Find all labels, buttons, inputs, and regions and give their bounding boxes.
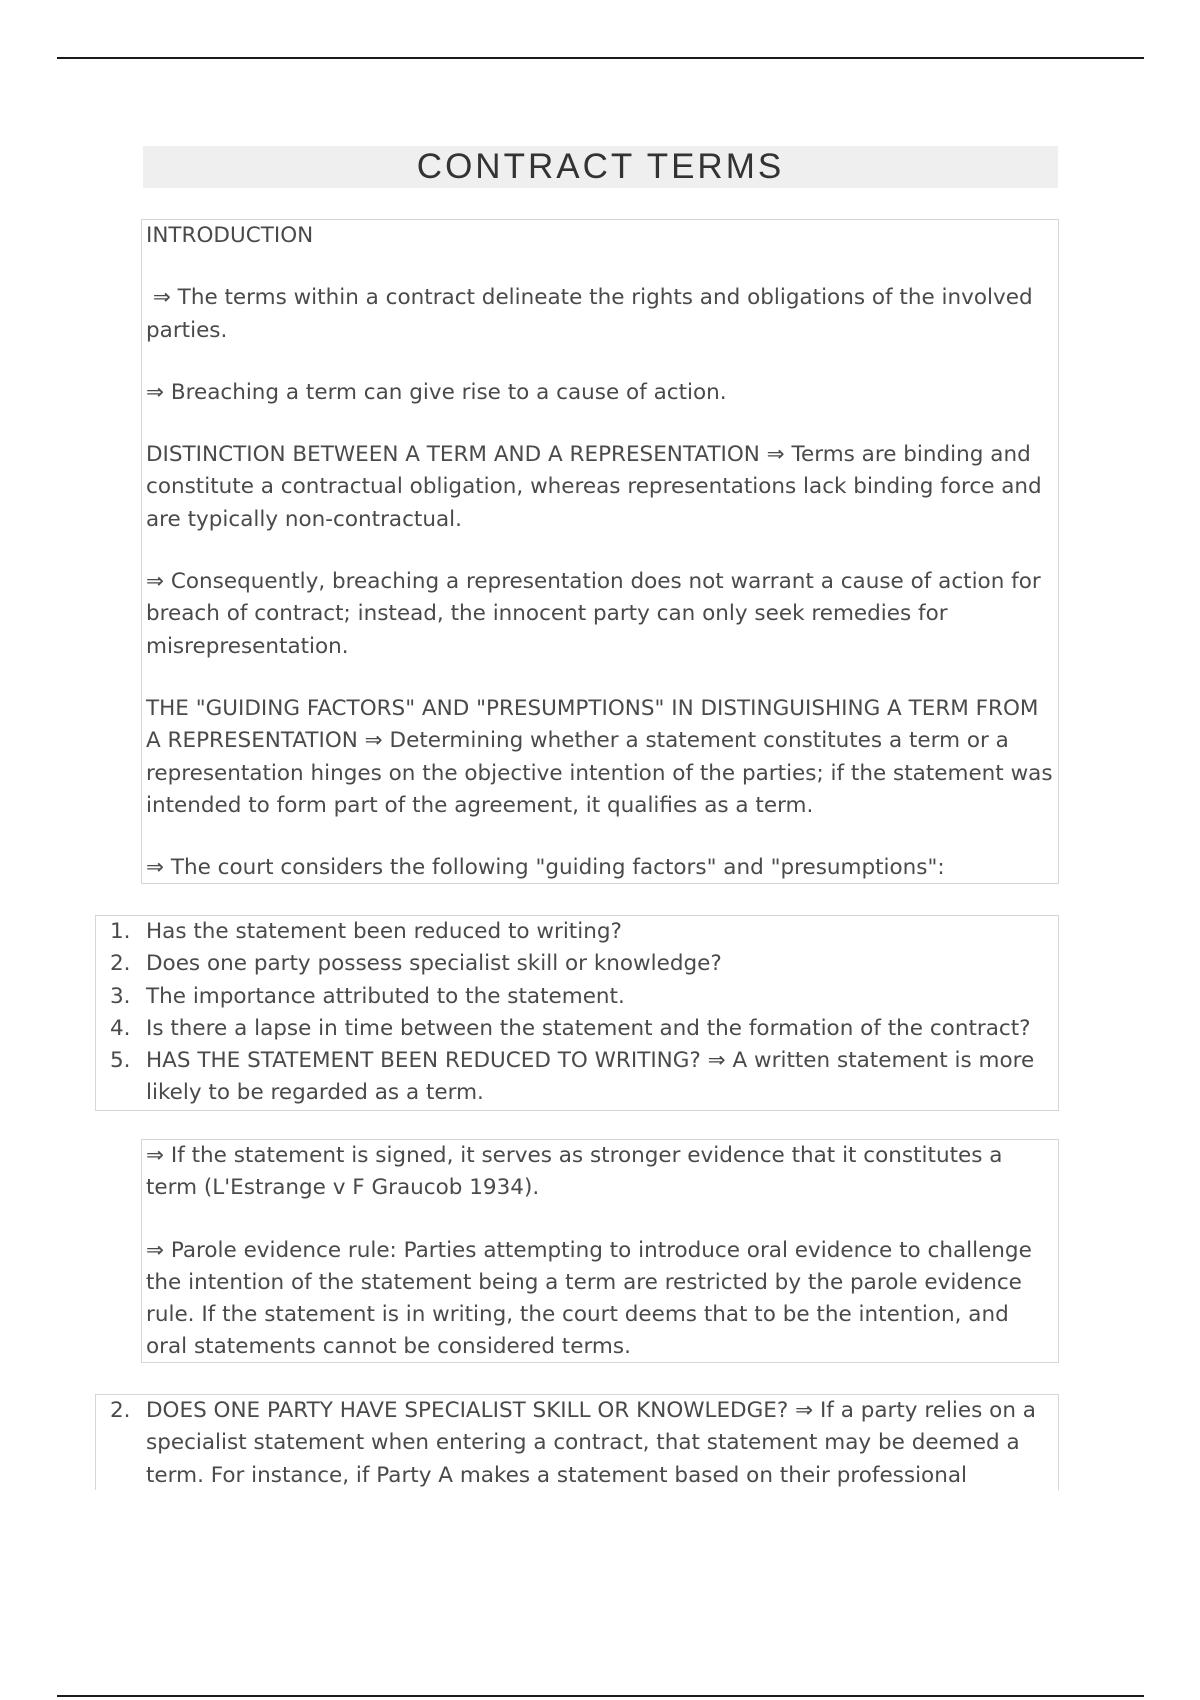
list-item	[96, 1013, 1058, 1045]
list-item	[96, 1045, 1058, 1110]
list-number: 4.	[110, 1015, 131, 1041]
court-considers-paragraph: ⇒ The court considers the following "guiding factors" and "presumptions":	[146, 855, 945, 881]
top-rule	[57, 57, 1144, 59]
intro-heading: INTRODUCTION	[146, 223, 314, 248]
list-number: 2.	[110, 1398, 131, 1423]
list-item-text: HAS THE STATEMENT BEEN REDUCED TO WRITING? ⇒ A written statement is more likely to be regarded as a term.	[146, 1048, 1035, 1106]
list-item	[96, 1395, 1058, 1490]
guiding-factors-paragraph: THE "GUIDING FACTORS" AND "PRESUMPTIONS" IN DISTINGUISHING A TERM FROM A REPRESENTATION ⇒ Determining whether a statement constitutes a term or a representation hinges on the objective intention of the parties; if the statement was intended to form part of the agreement, it qualifies as a term.	[146, 695, 1053, 818]
guiding-factors-list	[95, 915, 1059, 1111]
list-item	[96, 916, 1058, 948]
consequence-paragraph: ⇒ Consequently, breaching a representation does not warrant a cause of action for breach of contract; instead, the innocent party can only seek remedies for misrepresentation.	[146, 569, 1041, 659]
list-item-text: DOES ONE PARTY HAVE SPECIALIST SKILL OR KNOWLEDGE? ⇒ If a party relies on a specialist statement when entering a contract, that statement may be deemed a term. For instance, if Party A makes a statement based on their professional	[146, 1398, 1036, 1488]
parole-evidence-paragraph: ⇒ Parole evidence rule: Parties attempting to introduce oral evidence to challenge the intention of the statement being a term are restricted by the parole evidence rule. If the statement is in writing, the court deems that to be the intention, and oral statements cannot be considered terms.	[146, 1237, 1032, 1360]
intro-paragraph: ⇒ Breaching a term can give rise to a cause of action.	[146, 379, 727, 405]
list-item-text: Is there a lapse in time between the statement and the formation of the contract?	[146, 1015, 1031, 1041]
list-item	[96, 948, 1058, 980]
list-item	[96, 981, 1058, 1013]
list-number: 5.	[110, 1048, 131, 1074]
distinction-paragraph: DISTINCTION BETWEEN A TERM AND A REPRESENTATION ⇒ Terms are binding and constitute a contractual obligation, whereas representations lack binding force and are typically non-contractual.	[146, 442, 1042, 532]
list-item-text: The importance attributed to the statement.	[146, 983, 625, 1009]
intro-paragraph: ⇒ The terms within a contract delineate the rights and obligations of the involved parties.	[146, 285, 1033, 343]
specialist-skill-list	[95, 1394, 1059, 1490]
list-number: 1.	[110, 919, 131, 944]
introduction-section	[141, 219, 1059, 884]
signed-statement-paragraph: ⇒ If the statement is signed, it serves as stronger evidence that it constitutes a term (L'Estrange v F Graucob 1934).	[146, 1143, 1003, 1201]
page-title: CONTRACT TERMS	[143, 146, 1058, 188]
written-statement-section	[141, 1139, 1059, 1363]
list-number: 2.	[110, 951, 131, 977]
list-number: 3.	[110, 983, 131, 1009]
bottom-rule	[57, 1695, 1144, 1697]
list-item-text: Has the statement been reduced to writing?	[146, 919, 622, 944]
list-item-text: Does one party possess specialist skill or knowledge?	[146, 951, 722, 977]
